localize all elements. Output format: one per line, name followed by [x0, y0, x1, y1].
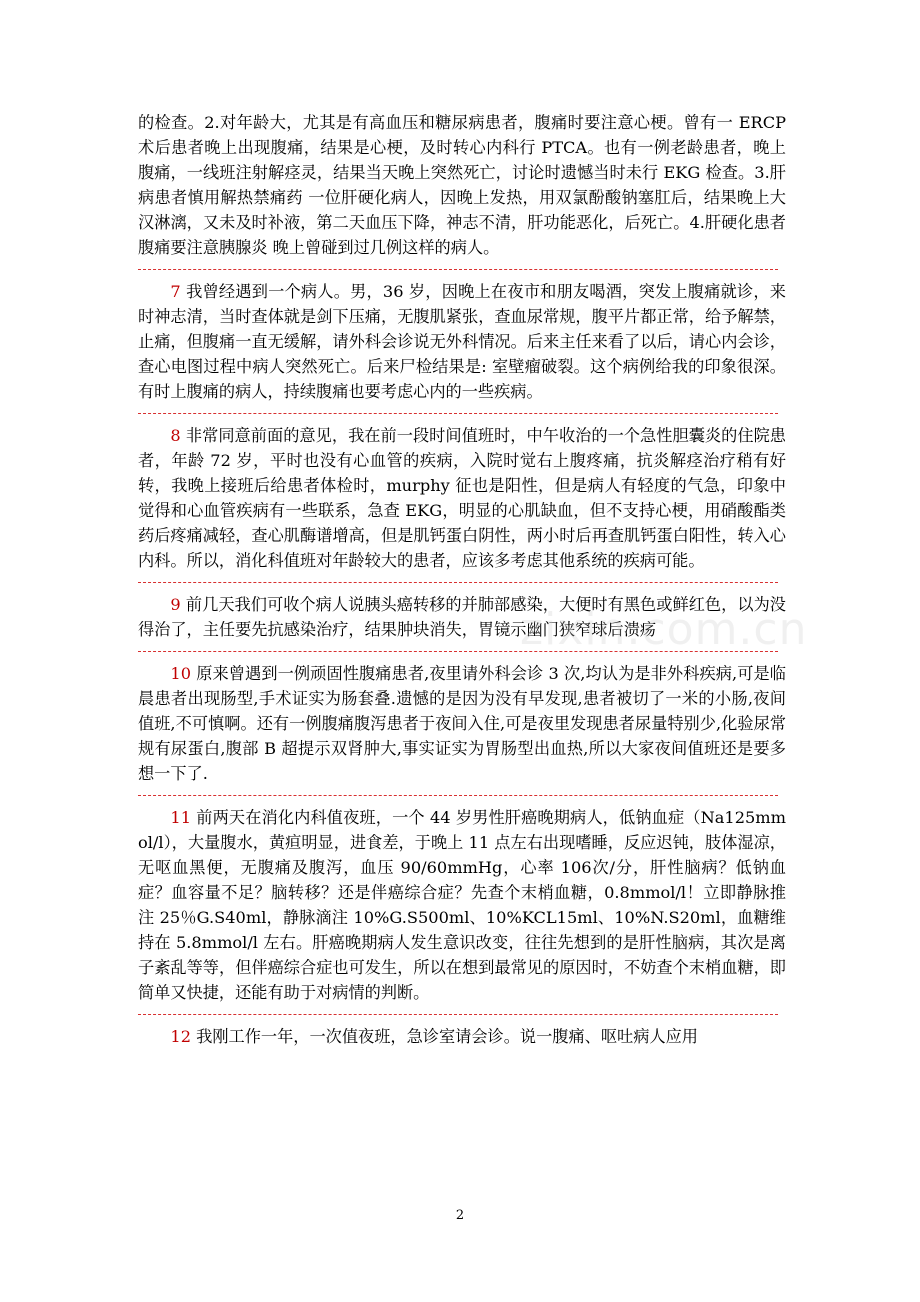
paragraph-number: 11 — [170, 808, 191, 827]
paragraph-text: 前几天我们可收个病人说胰头癌转移的并肺部感染，大便时有黑色或鲜红色，以为没得治了，主任要先抗感染治疗，结果肿块消失，胃镜示幽门狭窄球后溃疡 — [138, 595, 786, 639]
dashed-separator — [138, 269, 778, 270]
document-page — [138, 110, 786, 1049]
dashed-separator — [138, 651, 778, 652]
paragraph-number: 12 — [170, 1027, 191, 1046]
paragraph-text: 我刚工作一年，一次值夜班，急诊室请会诊。说一腹痛、呕吐病人应用 — [191, 1027, 698, 1046]
dashed-separator — [138, 582, 778, 583]
paragraph-text: 非常同意前面的意见，我在前一段时间值班时，中午收治的一个急性胆囊炎的住院患者，年龄 72 岁，平时也没有心血管的疾病，入院时觉右上腹疼痛，抗炎解痉治疗稍有好转，我晚上接班后给患者体检时，murphy 征也是阳性，但是病人有轻度的气急，印象中觉得和心血管疾病有一些联系，急查 EKG，明显的心肌缺血，但不支持心梗，用硝酸酯类药后疼痛减轻，查心肌酶谱增高，但是肌钙蛋白阴性，两小时后再查肌钙蛋白阳性，转入心内科。所以，消化科值班对年龄较大的患者，应该多考虑其他系统的疾病可能。 — [138, 426, 786, 570]
paragraph-text: 原来曾遇到一例顽固性腹痛患者,夜里请外科会诊 3 次,均认为是非外科疾病,可是临晨患者出现肠型,手术证实为肠套叠.遗憾的是因为没有早发现,患者被切了一米的小肠,夜间值班,不可慎啊。还有一例腹痛腹泻患者于夜间入住,可是夜里发现患者尿量特别少,化验尿常规有尿蛋白,腹部 B 超提示双肾肿大,事实证实为胃肠型出血热,所以大家夜间值班还是要多想一下了. — [138, 664, 786, 783]
paragraph-10 — [138, 661, 786, 786]
dashed-separator — [138, 1014, 778, 1015]
paragraph-7 — [138, 279, 786, 404]
paragraph-12 — [138, 1024, 786, 1049]
paragraph-text: 前两天在消化内科值夜班，一个 44 岁男性肝癌晚期病人，低钠血症（Na125mmol/l），大量腹水，黄疸明显，进食差，于晚上 11 点左右出现嗜睡，反应迟钝，肢体湿凉，无呕血黑便，无腹痛及腹泻，血压 90/60mmHg，心率 106次/分，肝性脑病？低钠血症？血容量不足？脑转移？还是伴癌综合症？先查个末梢血糖，0.8mmol/l！立即静脉推注 25％G.S40ml，静脉滴注 10%G.S500ml、10%KCL15ml、10%N.S20ml，血糖维持在 5.8mmol/l 左右。肝癌晚期病人发生意识改变，往往先想到的是肝性脑病，其次是离子紊乱等等，但伴癌综合症也可发生，所以在想到最常见的原因时，不妨查个末梢血糖，即简单又快捷，还能有助于对病情的判断。 — [138, 808, 786, 1002]
paragraph-number: 8 — [170, 426, 181, 445]
paragraph-number: 7 — [170, 282, 181, 301]
paragraph-11 — [138, 805, 786, 1005]
watermark: zixin.com.cn — [520, 604, 808, 655]
dashed-separator — [138, 795, 778, 796]
paragraph-number: 9 — [170, 595, 181, 614]
paragraph-text: 我曾经遇到一个病人。男，36 岁，因晚上在夜市和朋友喝酒，突发上腹痛就诊，来时神志清，当时查体就是剑下压痛，无腹肌紧张，查血尿常规，腹平片都正常，给予解禁，止痛，但腹痛一直无缓解，请外科会诊说无外科情况。后来主任来看了以后，请心内会诊，查心电图过程中病人突然死亡。后来尸检结果是: 室壁瘤破裂。这个病例给我的印象很深。有时上腹痛的病人，持续腹痛也要考虑心内的一些疾病。 — [138, 282, 786, 401]
dashed-separator — [138, 413, 778, 414]
paragraph-text: 的检查。2.对年龄大，尤其是有高血压和糖尿病患者，腹痛时要注意心梗。曾有一 ERCP 术后患者晚上出现腹痛，结果是心梗，及时转心内科行 PTCA。也有一例老龄患者，晚上腹痛，一线班注射解痉灵，结果当天晚上突然死亡，讨论时遗憾当时未行 EKG 检查。3.肝病患者慎用解热禁痛药 一位肝硬化病人，因晚上发热，用双氯酚酸钠塞肛后，结果晚上大汉淋漓，又未及时补液，第二天血压下降，神志不清，肝功能恶化，后死亡。4.肝硬化患者腹痛要注意胰腺炎 晚上曾碰到过几例这样的病人。 — [138, 113, 786, 257]
paragraph-8 — [138, 423, 786, 573]
paragraph-9 — [138, 592, 786, 642]
paragraph-continuation — [138, 110, 786, 260]
paragraph-number: 10 — [170, 664, 191, 683]
page-number: 2 — [455, 1208, 465, 1223]
